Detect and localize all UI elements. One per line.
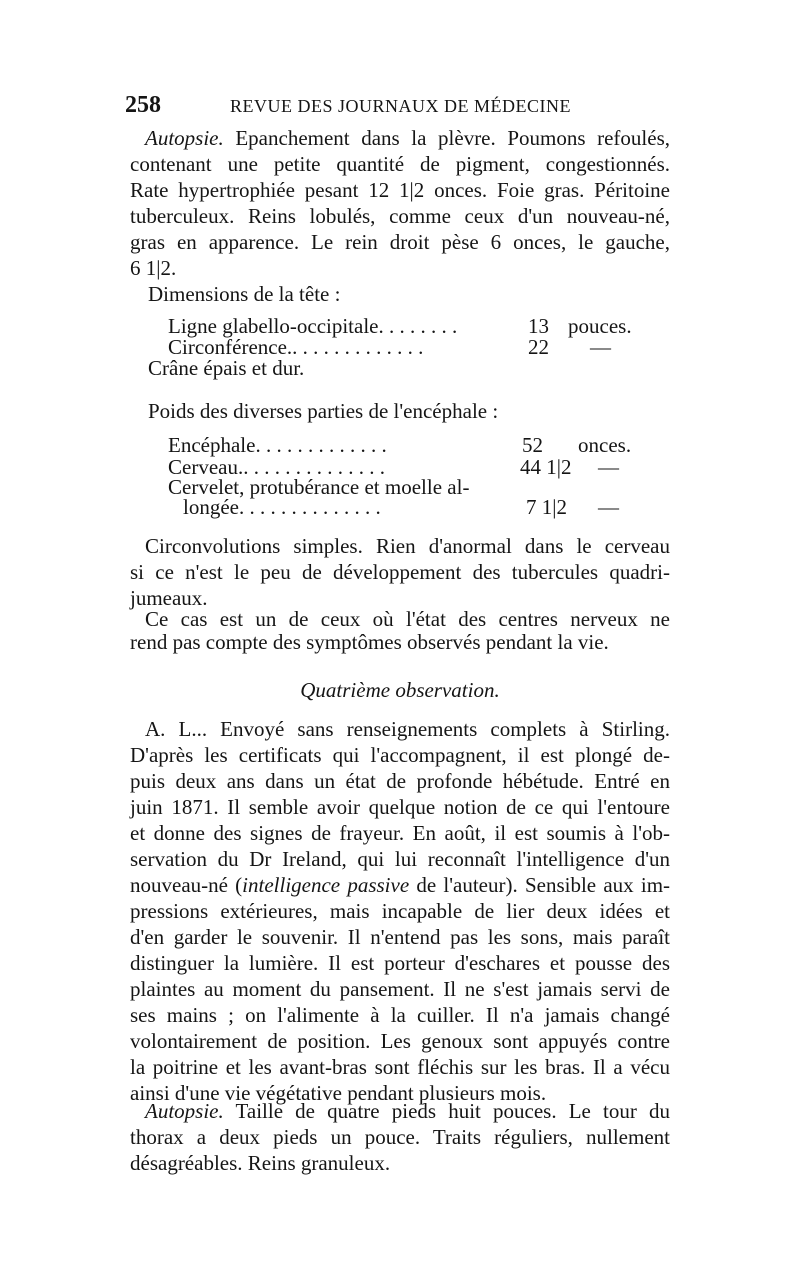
paragraph-line: désagréables. Reins granuleux. <box>130 1151 391 1175</box>
weight-label: Cervelet, protubérance et moelle al- <box>168 475 470 499</box>
paragraph-line: d'en garder le souvenir. Il n'entend pas les sons, mais paraît <box>130 925 670 949</box>
paragraph-line: jumeaux. <box>130 586 208 610</box>
measure-unit: — <box>590 335 611 359</box>
paragraph-line: D'après les certificats qui l'accompagnent, il est plongé de- <box>130 743 670 767</box>
weight-label: Cerveau.. . . . . . . . . . . . . . <box>168 455 385 479</box>
paragraph-line: contenant une petite quantité de pigment, congestionnés. <box>130 152 670 176</box>
weight-value: 52 <box>522 433 543 457</box>
measure-label: Ligne glabello-occipitale. . . . . . . . <box>168 314 458 338</box>
weight-value: 44 1|2 <box>520 455 572 479</box>
autopsie-label: Autopsie. <box>145 126 224 150</box>
paragraph-line: rend pas compte des symptômes observés pendant la vie. <box>130 630 609 654</box>
section-title: Quatrième observation. <box>300 678 500 702</box>
paragraph-line: nouveau-né (intelligence passive de l'auteur). Sensible aux im- <box>130 873 671 897</box>
paragraph-line: Rate hypertrophiée pesant 12 1|2 onces. Foie gras. Péritoine <box>130 178 670 202</box>
paragraph-line: volontairement de position. Les genoux sont appuyés contre <box>130 1029 670 1053</box>
italic-phrase: intelligence passive <box>242 873 410 897</box>
paragraph-line: gras en apparence. Le rein droit pèse 6 onces, le gauche, <box>130 230 670 254</box>
paragraph-line: plaintes au moment du pansement. Il ne s'est jamais servi de <box>130 977 670 1001</box>
measure-unit: pouces. <box>568 314 632 338</box>
weight-unit: — <box>598 495 619 519</box>
paragraph-line: thorax a deux pieds un pouce. Traits réguliers, nullement <box>130 1125 670 1149</box>
weight-unit: — <box>598 455 619 479</box>
weight-value: 7 1|2 <box>526 495 567 519</box>
paragraph-line: servation du Dr Ireland, qui lui reconnaît l'intelligence d'un <box>130 847 670 871</box>
paragraph-line: Autopsie. Taille de quatre pieds huit pouces. Le tour du <box>145 1099 670 1123</box>
weight-label: Encéphale. . . . . . . . . . . . . <box>168 433 387 457</box>
paragraph-line: Ce cas est un de ceux où l'état des centres nerveux ne <box>145 607 670 631</box>
paragraph-line: distinguer la lumière. Il est porteur d'eschares et pousse des <box>130 951 670 975</box>
paragraph-line: juin 1871. Il semble avoir quelque notion de ce qui l'entoure <box>130 795 670 819</box>
paragraph-line: A. L... Envoyé sans renseignements complets à Stirling. <box>145 717 670 741</box>
paragraph-line: tuberculeux. Reins lobulés, comme ceux d'un nouveau-né, <box>130 204 670 228</box>
paragraph-line: 6 1|2. <box>130 256 177 280</box>
section-label: Poids des diverses parties de l'encéphale : <box>148 399 499 423</box>
paragraph-line: puis deux ans dans un état de profonde hébétude. Entré en <box>130 769 670 793</box>
weight-label: longée. . . . . . . . . . . . . . <box>183 495 381 519</box>
section-label: Dimensions de la tête : <box>148 282 341 306</box>
page-number: 258 <box>125 92 161 118</box>
measure-value: 22 <box>528 335 549 359</box>
paragraph-line: ses mains ; on l'alimente à la cuiller. Il n'a jamais changé <box>130 1003 670 1027</box>
measure-value: 13 <box>528 314 549 338</box>
measure-label: Circonférence.. . . . . . . . . . . . . <box>168 335 424 359</box>
paragraph-line: et donne des signes de frayeur. En août, il est soumis à l'ob- <box>130 821 670 845</box>
page-header <box>120 92 680 122</box>
running-title: REVUE DES JOURNAUX DE MÉDECINE <box>230 96 571 116</box>
paragraph-line: Circonvolutions simples. Rien d'anormal dans le cerveau <box>145 534 670 558</box>
paragraph-line: la poitrine et les avant-bras sont fléchis sur les bras. Il a vécu <box>130 1055 670 1079</box>
note-line: Crâne épais et dur. <box>148 356 305 380</box>
paragraph-line: Autopsie. Epanchement dans la plèvre. Poumons refoulés, <box>145 126 671 150</box>
paragraph-line: ainsi d'une vie végétative pendant plusieurs mois. <box>130 1081 547 1105</box>
paragraph-line: si ce n'est le peu de développement des tubercules quadri- <box>130 560 670 584</box>
weight-unit: onces. <box>578 433 632 457</box>
autopsie-label: Autopsie. <box>145 1099 224 1123</box>
paragraph-line: pressions extérieures, mais incapable de lier deux idées et <box>130 899 670 923</box>
